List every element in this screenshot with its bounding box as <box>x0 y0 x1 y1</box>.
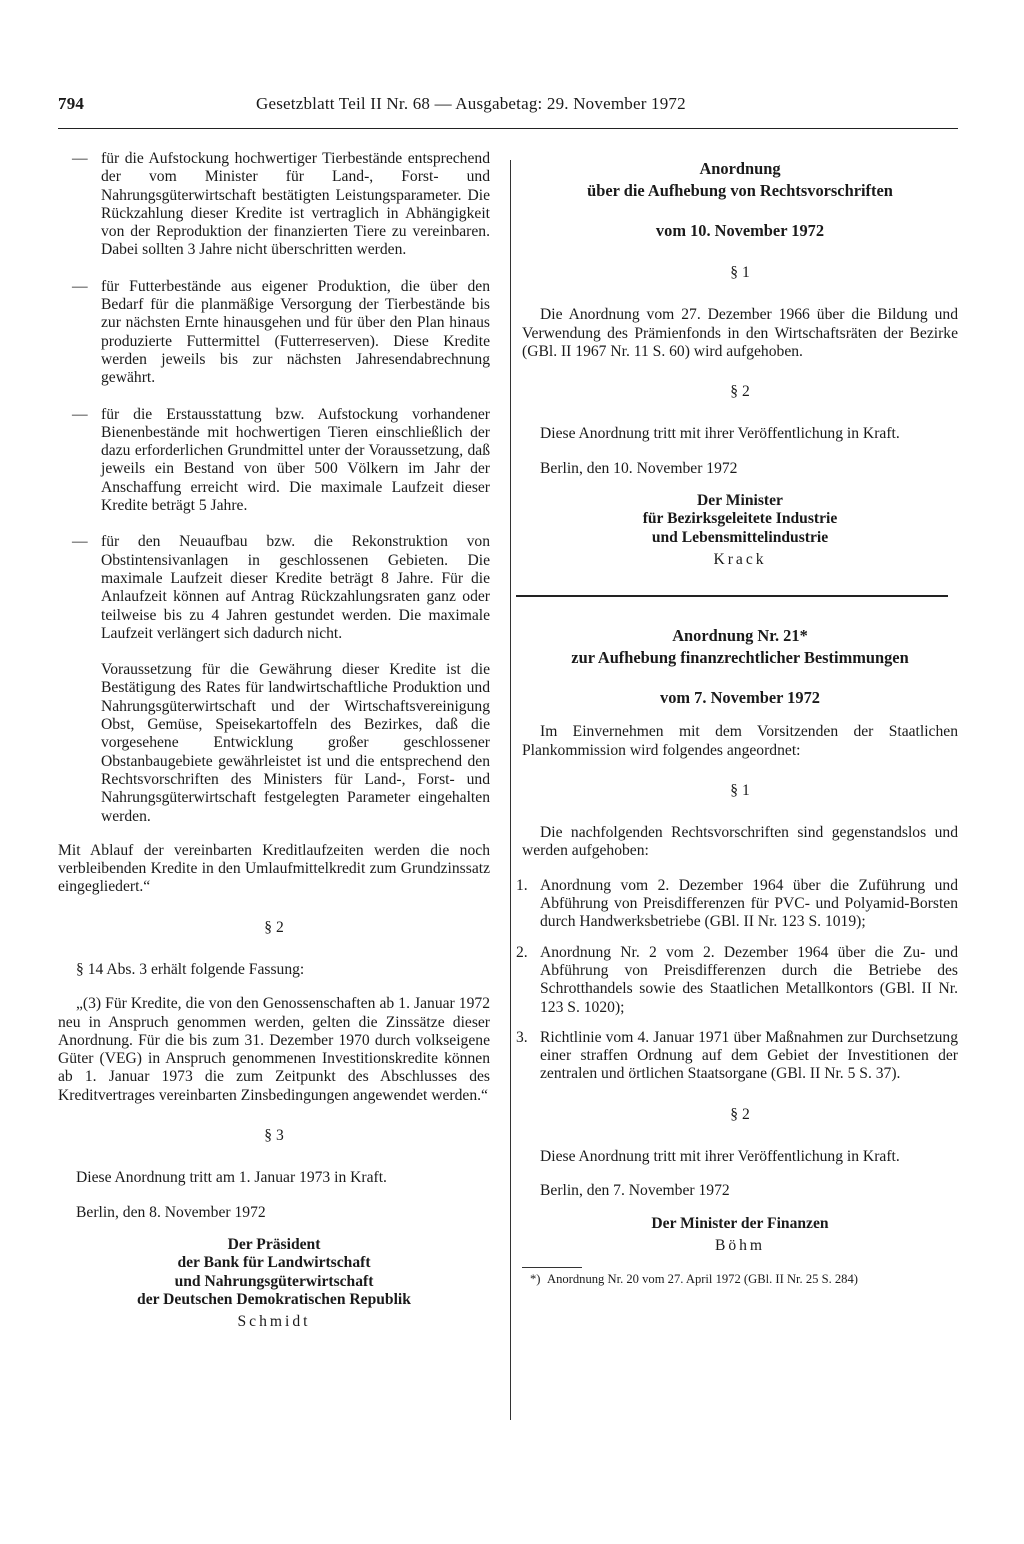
bullet-item <box>58 278 490 388</box>
section-1-text: Die Anordnung vom 27. Dezember 1966 über die Bildung und Verwendung des Prämienfonds in den Wirtschaftsräten der Bezirke (GBl. II 1967 Nr. 11 S. 60) wird aufgehoben. <box>522 306 958 360</box>
footnote <box>522 1272 958 1287</box>
ordinance-title-line: Anordnung <box>699 159 781 178</box>
signatory-name: Krack <box>713 550 767 568</box>
signatory-line: Der Minister der Finanzen <box>651 1214 829 1232</box>
bullet-dash: — <box>72 405 88 423</box>
signatory-line: Der Präsident <box>227 1235 321 1253</box>
signatory-block <box>522 1215 958 1233</box>
section-2-text: Diese Anordnung tritt mit ihrer Veröffentlichung in Kraft. <box>540 425 900 443</box>
section-1-intro: Die nachfolgenden Rechtsvorschriften sind gegenstandslos und werden aufgehoben: <box>522 824 958 860</box>
list-item <box>516 876 958 932</box>
signatory-block <box>58 1236 490 1309</box>
signatory-line: und Lebensmittelindustrie <box>651 528 829 546</box>
signatory-name: Böhm <box>714 1236 766 1254</box>
header-rule <box>58 128 958 129</box>
list-item-text: Anordnung Nr. 2 vom 2. Dezember 1964 über die Zu- und Abführung von Preisdifferenzen durch die Betriebe des Schrotthandels sowie des Staatlichen Metallkontors (GBl. II Nr. 123 S. 1020); <box>540 943 958 1016</box>
bullet-text: für Futterbestände aus eigener Produktion, die über den Bedarf für die planmäßige Versorgung der Tierbestände bis zur nächsten Ernte hinausgehen und für über den Plan hinaus produzierte Futtermittel (Futterreserven). Diese Kredite werden jeweils bis zur nächsten Jahresendabrechnung gewährt. <box>101 277 490 387</box>
bullet-text: für die Erstausstattung bzw. Aufstockung vorhandener Bienenbestände mit hochwertigen Tieren einschließlich der dazu erforderlichen Grundmittel unter der Voraussetzung, daß jeweils ein Bestand von über 500 Völkern im Jahr der Anschaffung erreicht wird. Die maximale Laufzeit dieser Kredite beträgt 5 Jahre. <box>101 405 490 515</box>
section-3-mark: § 3 <box>264 1127 284 1145</box>
section-3-text: Diese Anordnung tritt am 1. Januar 1973 in Kraft. <box>76 1169 387 1187</box>
ordinance-title-line: Anordnung Nr. 21* <box>672 626 808 646</box>
signatory-line: und Nahrungsgüterwirtschaft <box>174 1272 374 1290</box>
section-1-mark: § 1 <box>730 264 750 281</box>
section-2-text: Diese Anordnung tritt mit ihrer Veröffentlichung in Kraft. <box>540 1148 900 1166</box>
section-1-mark: § 1 <box>730 781 750 799</box>
ordinance-title <box>522 625 958 669</box>
list-item <box>516 1028 958 1084</box>
list-item-text: Anordnung vom 2. Dezember 1964 über die Zuführung und Abführung von Preisdifferenzen für PVC- und Polyamid-Borsten durch Handwerksbetriebe (GBl. II Nr. 123 S. 1019); <box>540 876 958 931</box>
footnote-rule <box>522 1267 582 1268</box>
bullet-text: für den Neuaufbau bzw. die Rekonstruktion von Obstintensivanlagen in geschlossenen Gebieten. Die maximale Laufzeit dieser Kredite beträgt 8 Jahre. Für die Anlaufzeit können auf Antrag Rückzahlungsraten ganz oder teilweise bis zu 4 Jahren gestundet werden. Die maximale Laufzeit verlängert sich dadurch nicht. <box>101 533 490 642</box>
right-column <box>516 158 958 1287</box>
section-separator <box>516 595 948 597</box>
ordinance-date: vom 7. November 1972 <box>660 688 820 708</box>
signatory-line: Der Minister <box>697 492 783 510</box>
voraussetzung-paragraph: Voraussetzung für die Gewährung dieser Kredite ist die Bestätigung des Rates für landwirtschaftliche Produktion und Nahrungsgüterwirtschaft und der Wirtschaftsvereinigung Obst, Gemüse, Speisekartoffeln des Bezirkes, daß die vorgesehene Entwicklung großer geschlossener Obstanbaugebiete gewährleistet ist und die entsprechend den Rechtsvorschriften des Ministers für Land-, Forst- und Nahrungsgüterwirtschaft festgelegten Parameter eingehalten werden. <box>101 661 490 825</box>
section-2-intro: § 14 Abs. 3 erhält folgende Fassung: <box>76 960 305 978</box>
list-item-number: 1. <box>516 876 528 894</box>
footnote-text: Anordnung Nr. 20 vom 27. April 1972 (GBl. II Nr. 25 S. 284) <box>546 1272 858 1287</box>
list-item <box>516 943 958 1017</box>
running-header-title: Gesetzblatt Teil II Nr. 68 — Ausgabetag: 29. November 1972 <box>256 94 686 113</box>
bullet-item <box>58 150 490 260</box>
bullet-item <box>58 406 490 516</box>
list-item-text: Richtlinie vom 4. Januar 1971 über Maßnahmen zur Durchsetzung einer straffen Ordnung auf dem Gebiet der Investitionen der zentralen und örtlichen Staatsorgane (GBl. II Nr. 5 S. 37). <box>540 1028 958 1083</box>
signature-date: Berlin, den 10. November 1972 <box>540 459 738 477</box>
bullet-text: für die Aufstockung hochwertiger Tierbestände entsprechend der vom Minister für Land-, Forst- und Nahrungsgüterwirtschaft bestätigten Leistungsparameter. Die Rückzahlung dieser Kredite ist vertraglich in Abhängigkeit von der Reproduktion der finanzierten Tiere zu vereinbaren. Dabei sollten 3 Jahre nicht überschritten werden. <box>101 150 490 259</box>
ordinance-date: vom 10. November 1972 <box>655 221 825 240</box>
list-item-number: 3. <box>516 1028 528 1046</box>
ordinance-title <box>522 158 958 202</box>
page-number: 794 <box>58 94 85 113</box>
bullet-dash: — <box>72 533 88 551</box>
bullet-dash: — <box>72 277 88 295</box>
bullet-item <box>58 533 490 643</box>
signatory-line: für Bezirksgeleitete Industrie <box>642 510 838 528</box>
left-column <box>58 150 490 1331</box>
ordinance-title-line: zur Aufhebung finanzrechtlicher Bestimmungen <box>571 648 909 668</box>
signatory-line: der Bank für Landwirtschaft <box>177 1254 371 1272</box>
signature-date: Berlin, den 8. November 1972 <box>76 1203 266 1221</box>
section-2-mark: § 2 <box>730 383 750 401</box>
ordinance-title-line: über die Aufhebung von Rechtsvorschriften <box>587 181 893 200</box>
column-divider <box>510 160 511 1420</box>
section-2-text: „(3) Für Kredite, die von den Genossenschaften ab 1. Januar 1972 neu in Anspruch genommen werden, gelten die Zinssätze dieser Anordnung. Für die bis zum 31. Dezember 1970 durch volkseigene Güter (VEG) in Anspruch genommenen Investitionskredite können ab 1. Januar 1973 die zum Zeitpunkt des Abschlusses des Kreditvertrages vereinbarten Zinsbedingungen angewendet werden.“ <box>58 995 490 1104</box>
signatory-line: der Deutschen Demokratischen Republik <box>137 1290 411 1308</box>
section-2-mark: § 2 <box>264 918 284 936</box>
signatory-block <box>522 492 958 547</box>
ablauf-paragraph: Mit Ablauf der vereinbarten Kreditlaufzeiten werden die noch verbleibenden Kredite in den Umlaufmittelkredit zum Grundzinssatz eingegliedert.“ <box>58 841 490 896</box>
bullet-dash: — <box>72 150 88 167</box>
ordinance-intro: Im Einvernehmen mit dem Vorsitzenden der Staatlichen Plankommission wird folgendes angeordnet: <box>522 723 958 759</box>
list-item-number: 2. <box>516 943 528 961</box>
signatory-name: Schmidt <box>237 1313 311 1331</box>
footnote-mark: *) <box>530 1272 541 1287</box>
section-2-mark: § 2 <box>730 1105 750 1123</box>
signature-date: Berlin, den 7. November 1972 <box>540 1182 730 1200</box>
